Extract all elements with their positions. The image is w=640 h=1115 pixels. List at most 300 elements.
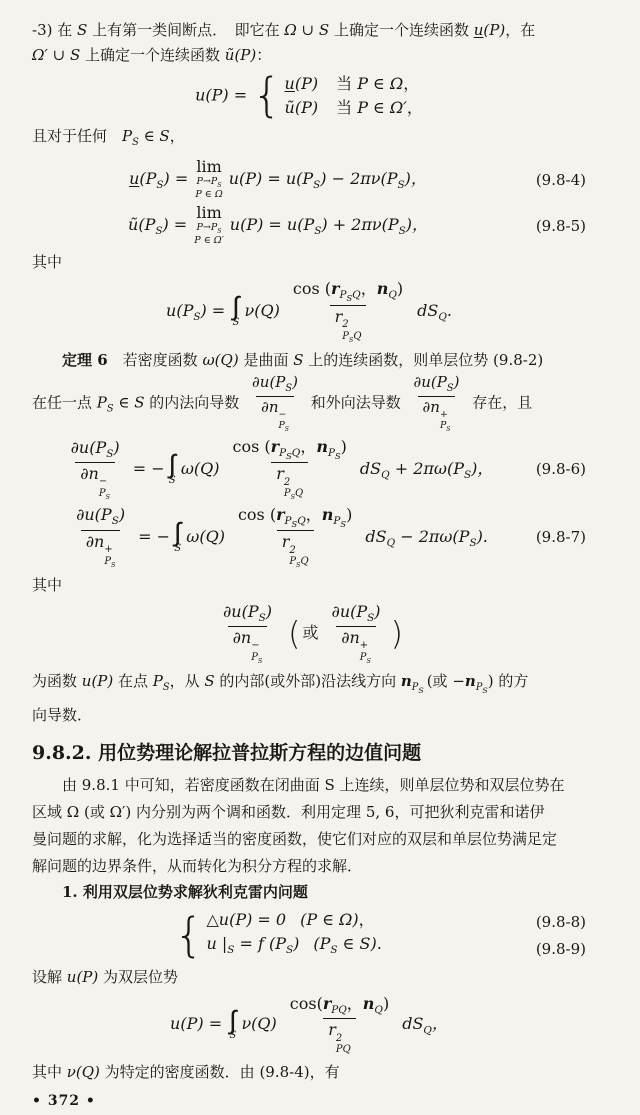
double-integral-glyph: ∫∫ bbox=[232, 292, 233, 323]
paragraph-982-line-3: 曼问题的求解，化为选择适当的密度函数，使它们对应的双层和单层位势满足定 bbox=[32, 830, 558, 849]
math-italic: dS bbox=[417, 301, 439, 321]
subscript bbox=[447, 383, 454, 394]
math-italic: P→P bbox=[196, 221, 218, 233]
equation-9-8-6 bbox=[32, 437, 586, 502]
subscript bbox=[132, 137, 139, 148]
math-italic: P ∈ Ω′ bbox=[194, 235, 224, 247]
numerator bbox=[409, 373, 465, 396]
sup-sub-stack bbox=[284, 477, 303, 502]
shejie-line bbox=[32, 965, 586, 990]
math-italic: ) bbox=[292, 373, 298, 392]
math-text: Q bbox=[374, 1004, 383, 1017]
sup-sub-stack bbox=[336, 1033, 351, 1056]
math-text: S bbox=[258, 611, 266, 624]
numerator bbox=[228, 437, 352, 463]
math-text: S bbox=[418, 686, 424, 696]
math-bold-vector: n bbox=[464, 672, 476, 691]
formula-ups-integral bbox=[166, 279, 452, 344]
math-italic: u(P bbox=[166, 301, 194, 321]
math-italic: ) = bbox=[200, 301, 231, 321]
math-bold-vector: r bbox=[276, 504, 285, 524]
text: 存在，且 bbox=[467, 393, 533, 412]
math-text: S bbox=[398, 225, 406, 238]
math-italic: △u(P) = 0 bbox=[206, 910, 287, 930]
math-italic: r bbox=[334, 306, 343, 326]
double-layer-formula-row bbox=[32, 994, 586, 1055]
text: 上的连续函数，则单层位势 (9.8-2) bbox=[303, 351, 544, 370]
math-italic: u(P) = bbox=[170, 1014, 228, 1034]
integral-domain bbox=[232, 318, 239, 328]
denominator bbox=[277, 530, 314, 569]
subscript bbox=[418, 686, 423, 695]
math-text: S bbox=[229, 1030, 237, 1042]
math-italic: (P ∈ Ω) bbox=[300, 910, 359, 930]
sup-sub-stack bbox=[104, 544, 115, 569]
equation-9-8-5 bbox=[32, 204, 586, 247]
left-brace: { bbox=[252, 68, 282, 123]
math-text: S bbox=[162, 682, 170, 694]
math-text: S bbox=[284, 425, 289, 433]
math-text: S bbox=[348, 335, 354, 344]
dirichlet-system bbox=[32, 908, 586, 962]
stack-sup bbox=[289, 545, 295, 556]
equation-number: (9.8-5) bbox=[535, 216, 586, 235]
math-italic: r bbox=[328, 1020, 336, 1040]
normal-derivative-display bbox=[32, 602, 586, 665]
math-italic: P bbox=[104, 555, 111, 567]
math-italic: P bbox=[152, 672, 163, 691]
math-italic: Q bbox=[295, 488, 304, 500]
text: ) bbox=[340, 436, 347, 456]
math-italic: = f (P bbox=[234, 934, 286, 954]
math-text: Q bbox=[423, 1024, 432, 1037]
integral-domain bbox=[174, 544, 181, 554]
subscript bbox=[411, 682, 424, 696]
cases-row bbox=[206, 932, 381, 962]
math-italic: P bbox=[278, 420, 285, 432]
sup-sub-stack bbox=[360, 640, 371, 665]
subscript bbox=[388, 289, 397, 301]
math-italic: ω(Q) bbox=[186, 526, 225, 546]
big-paren: ) bbox=[390, 614, 403, 653]
math-text: − bbox=[98, 476, 108, 488]
math-text: S bbox=[232, 316, 240, 328]
stack-sub bbox=[342, 331, 361, 344]
math-text: S bbox=[313, 179, 321, 192]
math-bold-vector: n bbox=[400, 672, 412, 691]
denominator bbox=[81, 530, 121, 569]
math-italic: P bbox=[342, 330, 349, 342]
formula-987 bbox=[68, 505, 488, 570]
text: 其中 bbox=[32, 1062, 67, 1081]
formula-984 bbox=[129, 158, 427, 201]
math-italic: (P) bbox=[294, 74, 319, 93]
math-italic: P bbox=[251, 651, 258, 663]
numerator bbox=[288, 279, 408, 305]
math-text: S bbox=[330, 944, 338, 957]
text: cos ( bbox=[237, 504, 277, 524]
math-italic: P→P bbox=[196, 175, 218, 187]
text: -3) 在 bbox=[32, 21, 78, 39]
equation-number: (9.8-8) bbox=[535, 912, 586, 931]
math-italic: S bbox=[293, 351, 304, 370]
math-italic: = − bbox=[127, 458, 165, 478]
numerator bbox=[247, 373, 303, 396]
math-italic: P bbox=[339, 289, 347, 302]
text: 设解 bbox=[32, 968, 67, 987]
math-text: + bbox=[439, 409, 448, 421]
math-italic: r bbox=[276, 464, 284, 484]
math-italic: dS bbox=[359, 458, 382, 478]
math-bold-vector: n bbox=[321, 504, 334, 524]
subscript bbox=[106, 493, 110, 501]
math-italic: dS bbox=[365, 526, 387, 546]
double-integral-glyph: ∫∫ bbox=[229, 1005, 230, 1036]
math-italic: ∂u(P bbox=[331, 601, 368, 621]
cases-group bbox=[252, 68, 423, 123]
math-italic: Ω′ ∪ S bbox=[32, 46, 81, 64]
math-italic: Q bbox=[300, 556, 309, 568]
intro-line-1 bbox=[32, 18, 586, 43]
bold-text: 定理 6 bbox=[62, 351, 123, 370]
math-text: S bbox=[285, 944, 294, 957]
subscript bbox=[156, 179, 163, 191]
cases-group bbox=[174, 908, 382, 962]
math-italic: u | bbox=[206, 934, 228, 954]
math-text: S bbox=[397, 179, 405, 192]
math-text: S bbox=[106, 403, 114, 415]
denominator bbox=[418, 396, 456, 434]
subscript bbox=[285, 426, 289, 433]
subscript bbox=[446, 426, 450, 433]
math-italic: ) bbox=[118, 505, 126, 525]
equation-body bbox=[32, 908, 524, 962]
text: ， bbox=[403, 74, 420, 93]
math-text: S bbox=[105, 492, 110, 501]
paragraph-982-line-2: 区域 Ω (或 Ω′) 内分别为两个调和函数．利用定理 5, 6，可把狄利克雷和诺伊 bbox=[32, 803, 545, 822]
math-italic: ) bbox=[113, 437, 120, 457]
text: ， bbox=[305, 504, 322, 524]
numerator bbox=[71, 505, 130, 529]
text: 或 bbox=[302, 622, 324, 642]
text: ， bbox=[360, 279, 377, 299]
subscript bbox=[374, 1004, 383, 1016]
text: ， bbox=[346, 994, 363, 1014]
math-italic: ∂n bbox=[85, 531, 105, 551]
math-text: 2 bbox=[335, 1032, 343, 1044]
math-italic: ∈ S). bbox=[337, 934, 382, 954]
math-italic: P bbox=[333, 514, 341, 527]
math-italic: P bbox=[439, 420, 447, 432]
fraction bbox=[66, 438, 125, 501]
text: cos ( bbox=[232, 436, 271, 456]
text: ， bbox=[406, 98, 423, 117]
double-integral bbox=[174, 517, 182, 554]
cases-column bbox=[285, 72, 423, 120]
math-text: + bbox=[359, 640, 369, 652]
math-italic: ∈ S bbox=[138, 127, 170, 145]
sup-sub-stack bbox=[99, 476, 110, 501]
underlined-math: u bbox=[473, 21, 484, 39]
forall-line bbox=[32, 124, 586, 155]
math-italic: P ∈ Ω bbox=[195, 189, 223, 201]
piecewise-definition bbox=[32, 68, 586, 123]
stack-sub bbox=[336, 1044, 351, 1055]
math-italic: (P bbox=[313, 934, 331, 954]
sup-sub-stack bbox=[251, 640, 262, 665]
fraction bbox=[327, 602, 386, 665]
math-italic: P bbox=[475, 682, 483, 694]
math-italic: P bbox=[96, 393, 107, 412]
math-italic: + 2πω(P bbox=[389, 458, 464, 478]
limit-label: lim bbox=[196, 157, 222, 176]
integral-domain bbox=[229, 1031, 236, 1041]
integral-domain bbox=[169, 476, 176, 486]
stack-sup bbox=[342, 319, 348, 330]
math-italic: u(P) = bbox=[195, 85, 253, 105]
math-text: S bbox=[217, 227, 222, 235]
numerator bbox=[233, 505, 357, 531]
denominator bbox=[228, 626, 268, 665]
limit-condition bbox=[197, 176, 222, 190]
text: ，在 bbox=[505, 21, 536, 39]
text: 在任一点 bbox=[32, 393, 97, 412]
paragraph-982-line-1: 由 9.8.1 中可知，若密度函数在闭曲面 S 上连续，则单层位势和双层位势在 bbox=[62, 776, 565, 795]
fraction bbox=[71, 505, 130, 568]
text: 当 bbox=[336, 74, 358, 93]
text: 若密度函数 bbox=[122, 351, 203, 370]
math-bold-vector: r bbox=[331, 279, 340, 299]
subscript bbox=[331, 1004, 347, 1016]
equation-body bbox=[32, 204, 524, 247]
qizhong-label-2: 其中 bbox=[32, 575, 63, 594]
formula-double-layer bbox=[170, 994, 448, 1055]
math-italic: ũ(P) bbox=[284, 98, 319, 117]
math-text: 2 bbox=[283, 476, 291, 488]
double-integral bbox=[229, 1005, 237, 1042]
text: cos( bbox=[289, 994, 323, 1014]
double-integral-glyph: ∫∫ bbox=[174, 517, 175, 548]
math-italic: − 2πω(P bbox=[395, 526, 470, 546]
denominator bbox=[75, 462, 115, 501]
formula-system bbox=[174, 908, 382, 962]
double-integral bbox=[168, 449, 176, 486]
numerator bbox=[66, 438, 125, 462]
text: 上确定一个连续函数 bbox=[329, 21, 474, 39]
math-text: − bbox=[251, 640, 260, 652]
math-italic: ， bbox=[431, 1014, 448, 1034]
math-text: S bbox=[366, 656, 371, 665]
text: 当 bbox=[336, 98, 358, 117]
math-italic: Ω ∪ S bbox=[284, 21, 330, 39]
paragraph-982-line-4: 解问题的边界条件，从而转化为积分方程的求解． bbox=[32, 857, 363, 876]
limit-label: lim bbox=[196, 203, 222, 223]
math-bold-vector: n bbox=[376, 279, 389, 299]
math-italic: ) bbox=[265, 601, 272, 621]
theorem-6-line-2 bbox=[32, 373, 586, 434]
text: ， bbox=[358, 910, 375, 930]
subsection-heading-1: 1. 利用双层位势求解狄利克雷内问题 bbox=[62, 883, 308, 902]
text: 上确定一个连续函数 bbox=[80, 46, 225, 64]
math-italic: )， bbox=[471, 458, 494, 478]
stack-sub bbox=[279, 421, 289, 434]
limit bbox=[195, 158, 222, 201]
text: 上有第一类间断点． 即它在 bbox=[87, 21, 285, 39]
big-paren: ( bbox=[287, 614, 301, 653]
limit-condition bbox=[197, 222, 222, 236]
math-text: S bbox=[291, 519, 298, 529]
math-bold-vector: r bbox=[270, 436, 280, 456]
math-bold-vector: r bbox=[322, 994, 332, 1014]
math-italic: ν(Q) bbox=[244, 301, 280, 321]
math-italic: P bbox=[283, 488, 291, 500]
math-italic: Q bbox=[297, 514, 306, 527]
math-text: 2 bbox=[342, 319, 349, 331]
directional-derivative-line-1 bbox=[32, 669, 586, 703]
denominator bbox=[323, 1018, 355, 1055]
math-italic: P bbox=[359, 651, 367, 663]
math-italic: ) + 2πν(P bbox=[321, 215, 399, 235]
math-italic: ∂n bbox=[341, 627, 360, 647]
math-italic: (P bbox=[139, 169, 157, 189]
math-text: S bbox=[340, 519, 347, 529]
math-italic: ∂u(P bbox=[413, 373, 447, 392]
single-layer-formula-row bbox=[32, 279, 586, 344]
stack-sup bbox=[336, 1033, 342, 1044]
text: 为双层位势 bbox=[98, 968, 179, 987]
text: ) bbox=[396, 279, 404, 299]
text: ) 的方 bbox=[487, 672, 529, 691]
stack-sub bbox=[284, 488, 303, 501]
math-text: S bbox=[132, 137, 139, 148]
formula-986 bbox=[63, 437, 494, 502]
equation-9-8-4 bbox=[32, 158, 586, 201]
subscript bbox=[333, 515, 346, 527]
denominator bbox=[336, 626, 376, 665]
subscript bbox=[475, 682, 488, 696]
math-text: S bbox=[469, 536, 477, 549]
subscript bbox=[285, 515, 306, 527]
text: (或 − bbox=[426, 672, 465, 691]
sup-sub-stack bbox=[289, 545, 308, 570]
subscript bbox=[163, 682, 170, 693]
left-brace: { bbox=[174, 907, 204, 962]
math-italic: ) − 2πν(P bbox=[320, 169, 398, 189]
underlined-math: u bbox=[129, 169, 140, 189]
subscript bbox=[259, 612, 266, 624]
math-italic: ∂n bbox=[422, 398, 440, 417]
math-italic: u(P) bbox=[81, 672, 114, 691]
double-integral bbox=[232, 292, 240, 328]
stack-sup bbox=[251, 640, 259, 651]
math-text: S bbox=[367, 611, 375, 624]
text: ，从 bbox=[169, 672, 205, 691]
fraction bbox=[233, 505, 357, 570]
limit-condition bbox=[195, 189, 222, 201]
math-italic: u(P) bbox=[66, 968, 99, 987]
equation-number: (9.8-9) bbox=[535, 939, 586, 958]
text: cos ( bbox=[292, 279, 332, 299]
math-italic: = − bbox=[133, 526, 171, 546]
numerator bbox=[218, 602, 277, 626]
subscript bbox=[438, 311, 447, 323]
math-text: S bbox=[482, 686, 488, 696]
math-italic: P bbox=[98, 487, 106, 499]
math-italic: P bbox=[327, 447, 335, 460]
equation-body bbox=[32, 505, 524, 570]
equation-body bbox=[32, 437, 524, 502]
stack-sub bbox=[99, 488, 110, 501]
text: 为特定的密度函数．由 (9.8-4)，有 bbox=[99, 1062, 340, 1081]
cases-row bbox=[206, 908, 381, 932]
math-italic: ũ(P) bbox=[224, 46, 257, 64]
text: ) bbox=[346, 504, 353, 524]
math-text: S bbox=[446, 425, 451, 433]
text: ) bbox=[382, 994, 390, 1014]
text: ， bbox=[300, 436, 317, 456]
math-text: S bbox=[227, 944, 235, 957]
subscript bbox=[387, 537, 396, 549]
math-text: S bbox=[174, 542, 182, 554]
math-italic: u(P) = u(P bbox=[229, 215, 315, 235]
denominator bbox=[271, 462, 308, 501]
last-line bbox=[32, 1060, 586, 1085]
subscript bbox=[112, 516, 119, 528]
math-text: S bbox=[314, 225, 322, 238]
math-text: S bbox=[193, 311, 201, 324]
text: 的内部(或外部)沿法线方向 bbox=[214, 672, 401, 691]
subscript bbox=[399, 225, 406, 237]
math-text: Q bbox=[438, 311, 447, 324]
numerator bbox=[327, 602, 386, 626]
subscript bbox=[258, 657, 262, 665]
subscript bbox=[111, 561, 115, 569]
math-italic: ν(Q) bbox=[66, 1062, 100, 1081]
equation-number: (9.8-6) bbox=[535, 460, 586, 479]
text: 的内法向导数 bbox=[144, 393, 245, 412]
math-italic: P bbox=[289, 556, 297, 568]
text: 且对于任何 bbox=[32, 127, 123, 145]
math-text: S bbox=[446, 383, 454, 395]
stack-sub bbox=[440, 421, 450, 434]
math-italic: ∂u(P bbox=[252, 373, 286, 392]
subscript bbox=[217, 181, 221, 188]
sup-sub-stack bbox=[279, 410, 289, 434]
underlined-math: u bbox=[284, 74, 295, 93]
math-text: S bbox=[106, 447, 114, 460]
math-italic: P ∈ Ω bbox=[357, 74, 404, 93]
math-italic: ∂u(P bbox=[76, 505, 112, 525]
math-italic: P bbox=[279, 447, 287, 460]
math-text: S bbox=[334, 451, 341, 462]
math-italic: u(P) = u(P bbox=[228, 169, 314, 189]
math-italic: ∂u(P bbox=[223, 601, 259, 621]
math-italic: . bbox=[446, 301, 452, 321]
stack-sub bbox=[251, 652, 262, 665]
math-italic: P bbox=[284, 514, 292, 527]
page-number: • 372 • bbox=[32, 1092, 96, 1109]
math-italic: Q bbox=[352, 289, 361, 302]
math-italic: ν(Q) bbox=[241, 1014, 277, 1034]
equation-body bbox=[32, 158, 524, 201]
text: 是曲面 bbox=[238, 351, 294, 370]
math-text: S bbox=[463, 468, 472, 481]
subscript bbox=[107, 403, 114, 414]
math-italic: ω(Q) bbox=[202, 351, 239, 370]
math-text: S bbox=[257, 656, 263, 665]
math-italic: )， bbox=[405, 215, 428, 235]
fraction bbox=[285, 994, 394, 1055]
